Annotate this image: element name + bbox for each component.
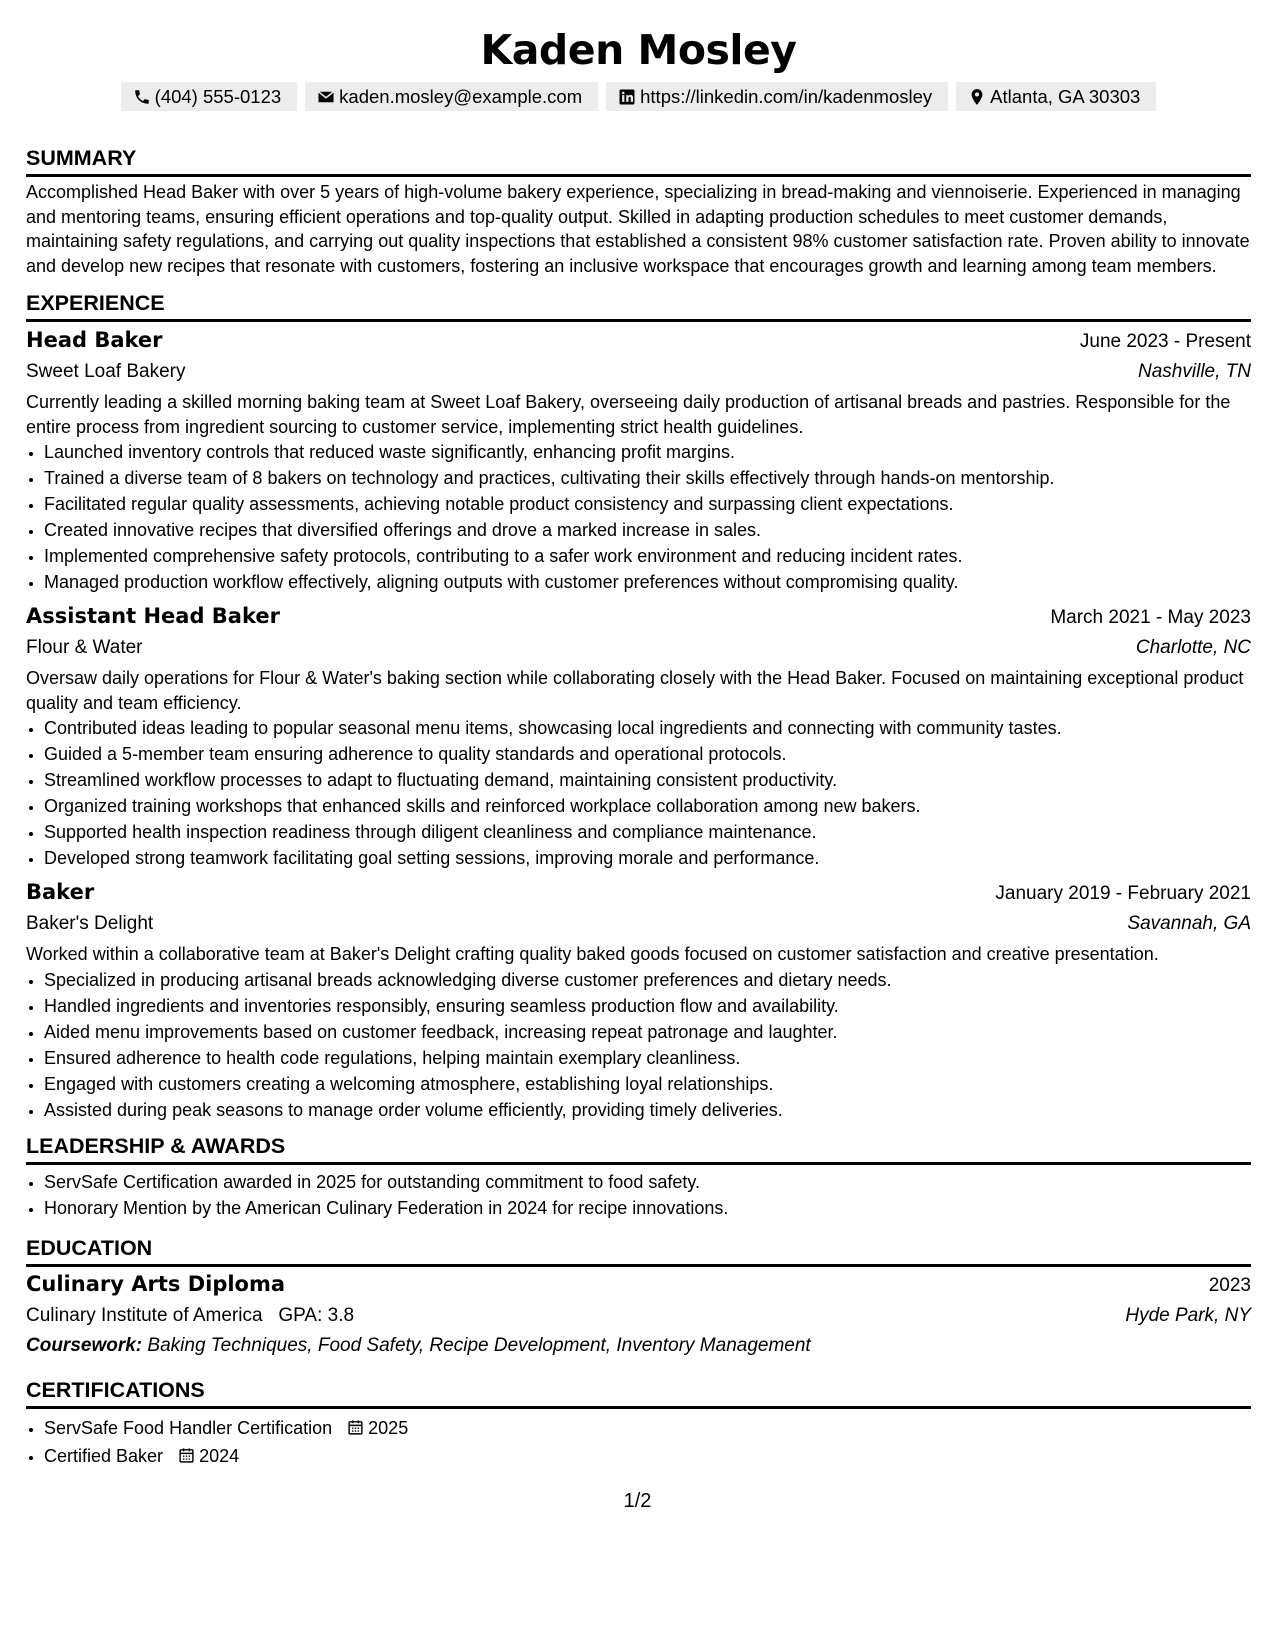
- job-title: Assistant Head Baker: [26, 604, 280, 628]
- list-item: • Managed production workflow effectively, aligning outputs with customer preferences without compromising quality.: [44, 569, 1251, 595]
- contact-bar: [26, 82, 1251, 111]
- certification-year: 2025: [368, 1417, 409, 1438]
- list-item: • Organized training workshops that enhanced skills and reinforced workplace collaboration among new bakers.: [44, 793, 1251, 819]
- list-item: • Specialized in producing artisanal breads acknowledging diverse customer preferences and dietary needs.: [44, 967, 1251, 993]
- list-item: • Launched inventory controls that reduced waste significantly, enhancing profit margins.: [44, 439, 1251, 465]
- calendar-icon: [347, 1417, 364, 1443]
- contact-linkedin-text: https://linkedin.com/in/kadenmosley: [640, 86, 933, 107]
- resume-page: [26, 20, 1251, 1471]
- job-dates: March 2021 - May 2023: [1050, 607, 1251, 628]
- school-name: Culinary Institute of America: [26, 1304, 263, 1326]
- calendar-icon: [178, 1445, 195, 1471]
- list-item: [44, 1443, 1251, 1471]
- certification-name: ServSafe Food Handler Certification: [44, 1417, 333, 1438]
- job-title: Baker: [26, 880, 95, 904]
- job-entry: [26, 325, 1251, 595]
- list-item: • Developed strong teamwork facilitating goal setting sessions, improving morale and performance.: [44, 845, 1251, 871]
- job-dates: January 2019 - February 2021: [995, 883, 1251, 904]
- job-company: Flour & Water: [26, 637, 143, 658]
- contact-linkedin[interactable]: [606, 82, 948, 111]
- contact-email[interactable]: [305, 82, 598, 111]
- education-heading: EDUCATION: [26, 1235, 1251, 1267]
- list-item: • Ensured adherence to health code regulations, helping maintain exemplary cleanliness.: [44, 1045, 1251, 1071]
- phone-icon: [133, 88, 151, 106]
- certifications-list: [26, 1415, 1251, 1471]
- certifications-heading: CERTIFICATIONS: [26, 1377, 1251, 1409]
- page-number: 1/2: [623, 1490, 652, 1512]
- job-bullets: [26, 439, 1251, 595]
- list-item: • Aided menu improvements based on customer feedback, increasing repeat patronage and laughter.: [44, 1019, 1251, 1045]
- list-item: • Supported health inspection readiness through diligent cleanliness and compliance maintenance.: [44, 819, 1251, 845]
- list-item: • Facilitated regular quality assessments, achieving notable product consistency and surpassing client expectations.: [44, 491, 1251, 517]
- leadership-heading: LEADERSHIP & AWARDS: [26, 1133, 1251, 1165]
- school-line: [26, 1301, 354, 1331]
- school-location: Hyde Park, NY: [1125, 1304, 1251, 1326]
- degree-title: Culinary Arts Diploma: [26, 1271, 286, 1296]
- summary-text: Accomplished Head Baker with over 5 years of high-volume bakery experience, specializing in bread-making and viennoiserie. Experienced in managing and mentoring teams, ensuring efficient operations and top-quality output. Skilled in adapting production schedules to meet customer demands, maintaining safety regulations, and carrying out quality inspections that established a consistent 98% customer satisfaction rate. Proven ability to innovate and develop new recipes that resonate with customers, fostering an inclusive workspace that encourages growth and learning among team members.: [26, 182, 1250, 276]
- coursework-list: Baking Techniques, Food Safety, Recipe Development, Inventory Management: [147, 1334, 811, 1356]
- list-item: • Streamlined workflow processes to adapt to fluctuating demand, maintaining consistent productivity.: [44, 767, 1251, 793]
- job-location: Charlotte, NC: [1135, 637, 1251, 658]
- list-item: • Trained a diverse team of 8 bakers on technology and practices, cultivating their skills effectively through hands-on mentorship.: [44, 465, 1251, 491]
- job-bullets: [26, 715, 1251, 871]
- job-company: Sweet Loaf Bakery: [26, 361, 186, 382]
- contact-email-text: kaden.mosley@example.com: [339, 86, 583, 107]
- list-item: • ServSafe Certification awarded in 2025 for outstanding commitment to food safety.: [44, 1169, 1251, 1195]
- list-item: • Contributed ideas leading to popular seasonal menu items, showcasing local ingredients and connecting with community tastes.: [44, 715, 1251, 741]
- job-description: Oversaw daily operations for Flour & Water's baking section while collaborating closely with the Head Baker. Focused on maintaining exceptional product quality and team efficiency.: [26, 668, 1244, 713]
- job-description: Currently leading a skilled morning baking team at Sweet Loaf Bakery, overseeing daily production of artisanal breads and pastries. Responsible for the entire process from ingredient sourcing to customer service, implementing strict health guidelines.: [26, 392, 1231, 437]
- list-item: • Assisted during peak seasons to manage order volume efficiently, providing timely deliveries.: [44, 1097, 1251, 1123]
- list-item: • Handled ingredients and inventories responsibly, ensuring seamless production flow and availability.: [44, 993, 1251, 1019]
- list-item: • Implemented comprehensive safety protocols, contributing to a safer work environment and reducing incident rates.: [44, 543, 1251, 569]
- job-title: Head Baker: [26, 328, 163, 352]
- coursework-line: [26, 1331, 1251, 1361]
- list-item: [44, 1415, 1251, 1443]
- mail-icon: [317, 88, 335, 106]
- summary-section: [26, 145, 1251, 278]
- contact-phone[interactable]: [121, 82, 298, 111]
- linkedin-icon: [618, 88, 636, 106]
- job-location: Nashville, TN: [1138, 361, 1251, 382]
- certification-name: Certified Baker: [44, 1445, 164, 1466]
- gpa: GPA: 3.8: [278, 1304, 355, 1326]
- candidate-name: Kaden Mosley: [480, 26, 797, 74]
- certification-year: 2024: [199, 1445, 240, 1466]
- list-item: • Honorary Mention by the American Culinary Federation in 2024 for recipe innovations.: [44, 1195, 1251, 1221]
- job-description: Worked within a collaborative team at Baker's Delight crafting quality baked goods focused on customer satisfaction and creative presentation.: [26, 944, 1159, 964]
- education-section: [26, 1235, 1251, 1361]
- job-location: Savannah, GA: [1127, 913, 1251, 934]
- job-entry: [26, 601, 1251, 871]
- certifications-section: [26, 1377, 1251, 1471]
- job-entry: [26, 877, 1251, 1123]
- experience-heading: EXPERIENCE: [26, 290, 1251, 322]
- leadership-list: [26, 1169, 1251, 1221]
- job-dates: June 2023 - Present: [1079, 331, 1251, 352]
- map-pin-icon: [968, 88, 986, 106]
- contact-phone-text: (404) 555-0123: [154, 86, 282, 107]
- experience-section: [26, 290, 1251, 1123]
- job-bullets: [26, 967, 1251, 1123]
- list-item: • Guided a 5-member team ensuring adherence to quality standards and operational protocols.: [44, 741, 1251, 767]
- contact-location-text: Atlanta, GA 30303: [990, 86, 1141, 107]
- list-item: • Engaged with customers creating a welcoming atmosphere, establishing loyal relationships.: [44, 1071, 1251, 1097]
- list-item: • Created innovative recipes that diversified offerings and drove a marked increase in sales.: [44, 517, 1251, 543]
- job-company: Baker's Delight: [26, 913, 154, 934]
- contact-location: [956, 82, 1156, 111]
- coursework-label: Coursework:: [26, 1334, 143, 1356]
- summary-heading: SUMMARY: [26, 145, 1251, 177]
- graduation-year: 2023: [1208, 1274, 1251, 1296]
- leadership-section: [26, 1133, 1251, 1221]
